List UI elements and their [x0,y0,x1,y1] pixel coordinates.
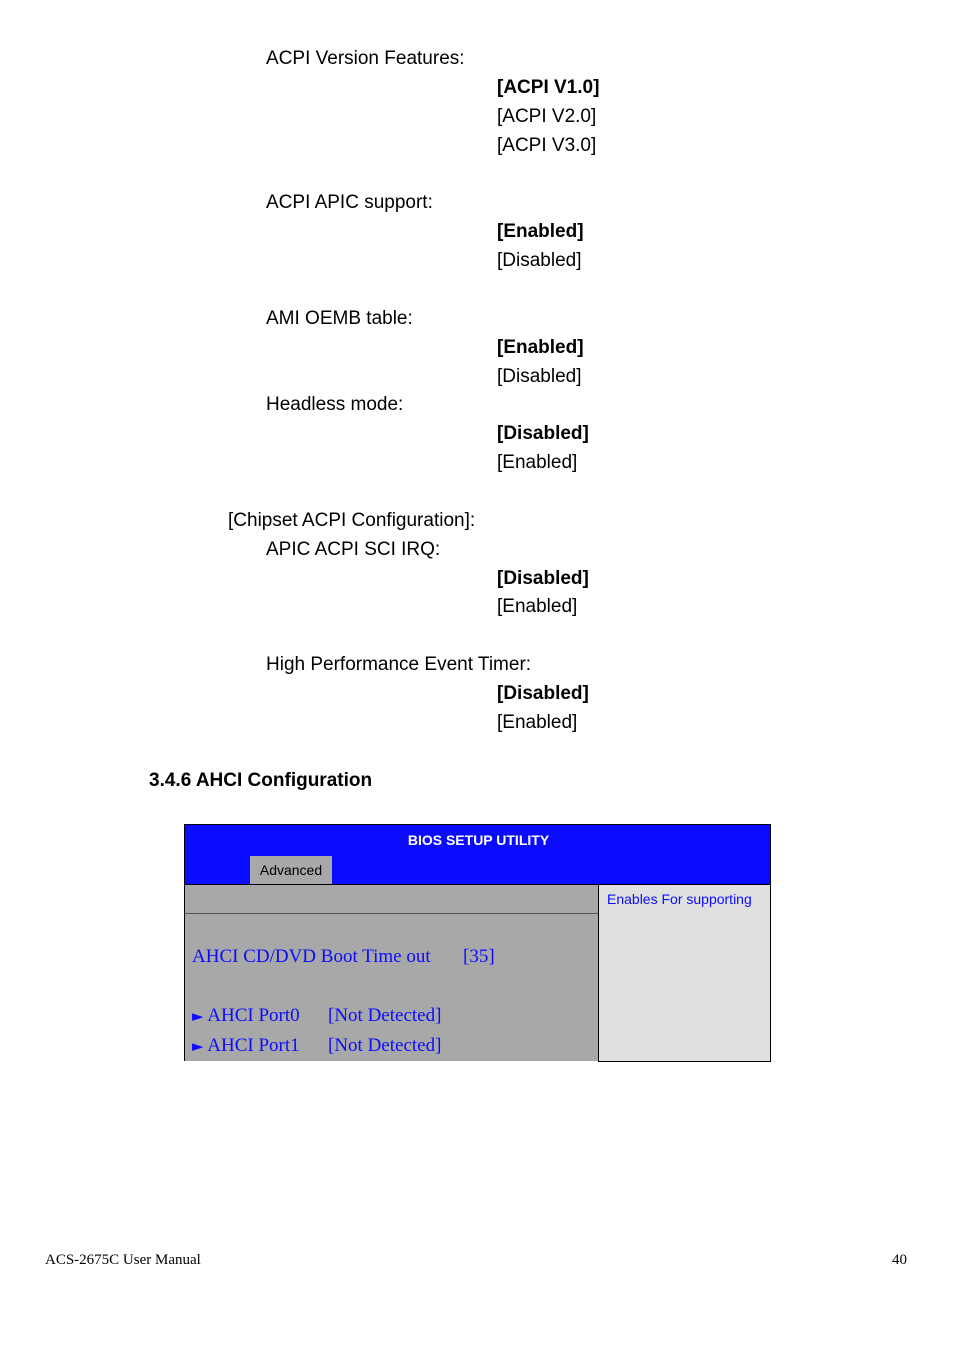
bios-screenshot [184,824,771,1061]
bios-title: BIOS SETUP UTILITY [407,832,550,848]
submenu-arrow-icon: ► [192,1007,204,1025]
setting-label-headless-mode: Headless mode: [266,394,404,415]
setting-label-ami-oemb: AMI OEMB table: [266,308,413,329]
setting-label-apic-sci-irq: APIC ACPI SCI IRQ: [266,539,441,560]
bios-help-text: Enables For supporting [607,891,752,907]
option-headless-enabled: [Enabled] [497,452,578,473]
bios-item-label: AHCI Port0 [207,1005,300,1026]
setting-label-acpi-version: ACPI Version Features: [266,48,465,69]
setting-label-hpet: High Performance Event Timer: [266,654,532,675]
option-hpet-enabled: [Enabled] [497,712,578,733]
option-apic-disabled: [Disabled] [497,250,582,271]
footer-page-number: 40 [892,1252,907,1268]
tab-advanced[interactable]: Advanced [250,856,332,884]
option-acpi-v3: [ACPI V3.0] [497,135,597,156]
bios-item-ahci-port1[interactable] [192,1035,300,1057]
option-acpi-v1-default: [ACPI V1.0] [497,77,600,98]
bios-item-ahci-port1-value: [Not Detected] [328,1035,442,1056]
option-sci-irq-disabled-default: [Disabled] [497,568,589,589]
option-apic-enabled-default: [Enabled] [497,221,584,242]
option-sci-irq-enabled: [Enabled] [497,596,578,617]
option-oemb-enabled-default: [Enabled] [497,337,584,358]
setting-label-acpi-apic: ACPI APIC support: [266,192,433,213]
bios-help-panel [598,885,771,1062]
option-hpet-disabled-default: [Disabled] [497,683,589,704]
chipset-acpi-heading: [Chipset ACPI Configuration]: [228,510,476,531]
bios-item-boot-timeout[interactable] [192,946,431,968]
bios-divider [185,913,598,914]
bios-item-label: AHCI Port1 [207,1035,300,1056]
footer-manual-title: ACS-2675C User Manual [45,1252,201,1268]
bios-item-ahci-port0[interactable] [192,1005,300,1027]
option-headless-disabled-default: [Disabled] [497,423,589,444]
bios-header [184,824,771,885]
bios-item-boot-timeout-value[interactable]: [35] [463,946,495,967]
bios-item-label: AHCI CD/DVD Boot Time out [192,946,431,967]
submenu-arrow-icon: ► [192,1037,204,1055]
bios-item-ahci-port0-value: [Not Detected] [328,1005,442,1026]
section-heading-ahci: 3.4.6 AHCI Configuration [149,770,373,791]
option-acpi-v2: [ACPI V2.0] [497,106,597,127]
option-oemb-disabled: [Disabled] [497,366,582,387]
